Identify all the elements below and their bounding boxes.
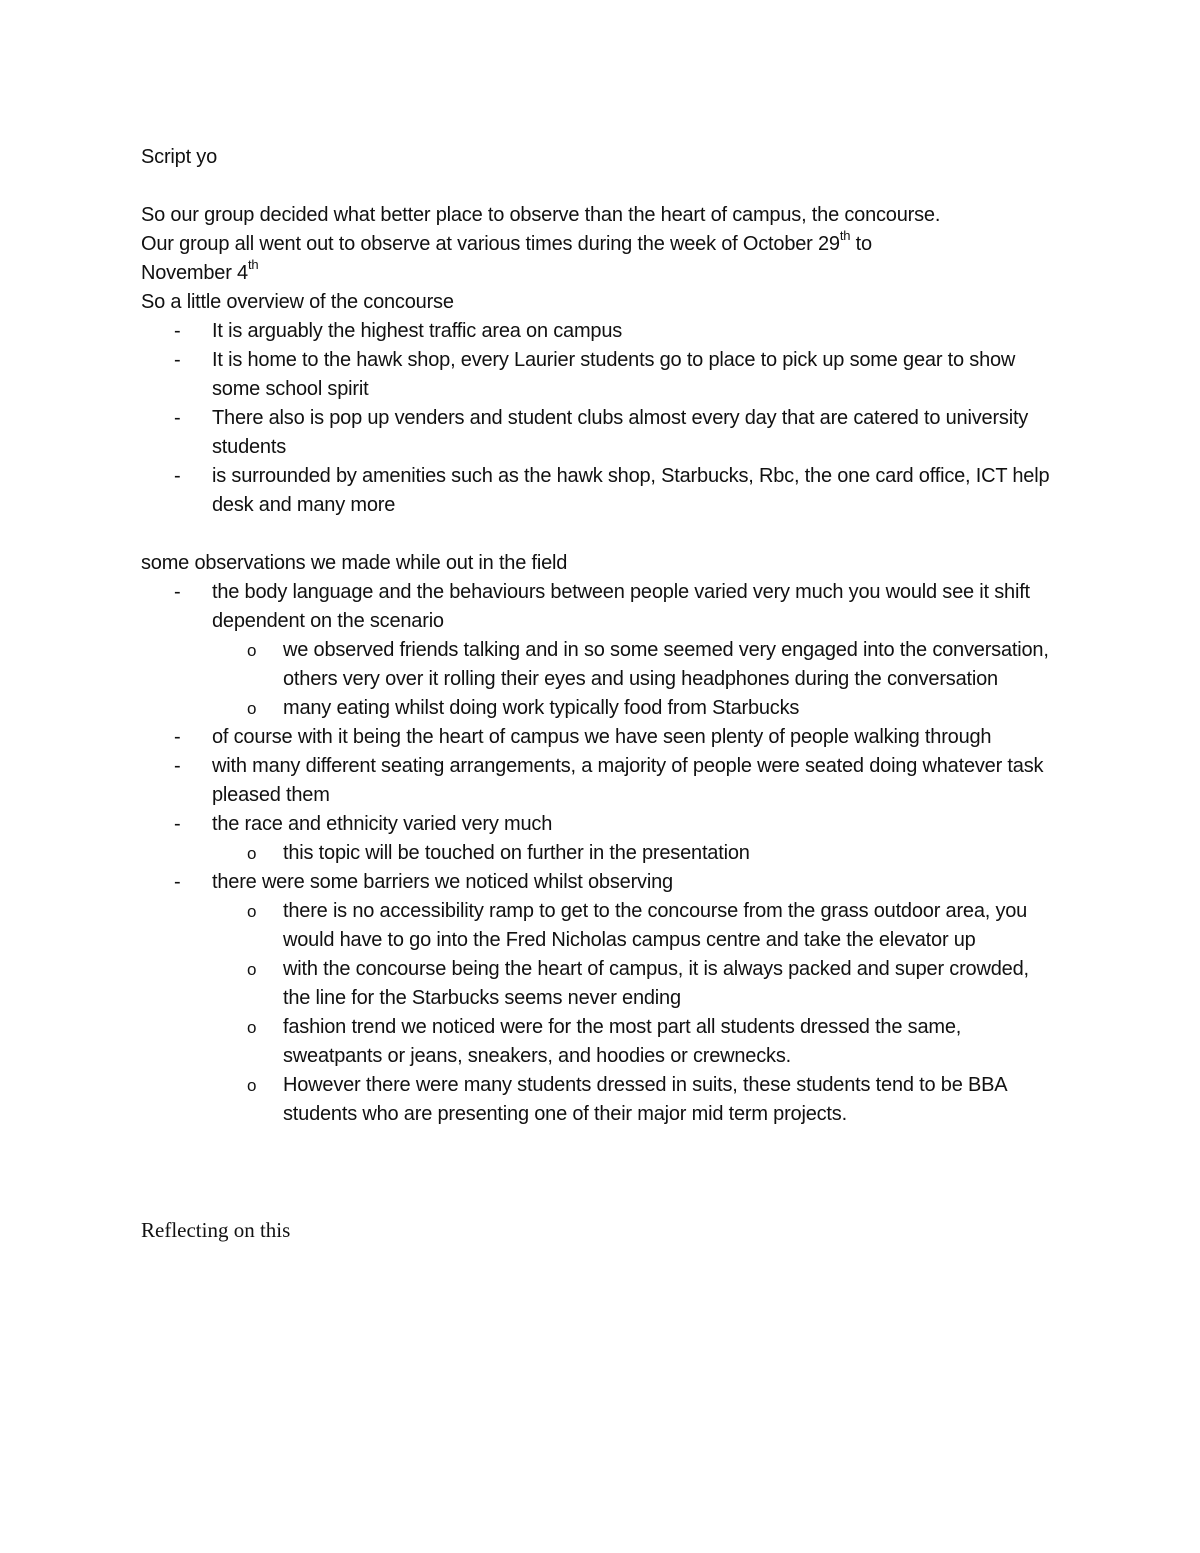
list-item — [141, 723, 1061, 752]
list-item — [141, 346, 1061, 404]
circle-bullet: o — [247, 1076, 257, 1095]
list-item-text: of course with it being the heart of campus we have seen plenty of people walking through — [212, 726, 992, 748]
sub-list-item-text: many eating whilst doing work typically food from Starbucks — [283, 697, 800, 719]
sub-list-item — [212, 636, 1061, 694]
list-item-text: with many different seating arrangements, a majority of people were seated doing whatever task pleased them — [212, 755, 1044, 806]
list-item — [141, 810, 1061, 868]
dash-bullet: - — [174, 581, 181, 603]
list-item-text: It is arguably the highest traffic area on campus — [212, 320, 623, 342]
sub-list-item-text: this topic will be touched on further in the presentation — [283, 842, 750, 864]
sub-list-item — [212, 955, 1061, 1013]
list-item-text: there were some barriers we noticed whilst observing — [212, 871, 673, 893]
observations-heading: some observations we made while out in the field — [141, 552, 568, 574]
dash-bullet: - — [174, 813, 181, 835]
sub-list — [212, 636, 1061, 723]
list-item-text: It is home to the hawk shop, every Laurier students go to place to pick up some gear to show some school spirit — [212, 349, 1016, 400]
intro-line-2 — [141, 230, 1061, 259]
circle-bullet: o — [247, 699, 257, 718]
intro-line-2-end: to — [850, 233, 872, 255]
circle-bullet: o — [247, 844, 257, 863]
dash-bullet: - — [174, 407, 181, 429]
list-item — [141, 317, 1061, 346]
blank-line — [141, 1187, 1061, 1216]
intro-line-2-superscript: th — [839, 228, 851, 244]
intro-line-3-superscript: th — [247, 257, 259, 273]
intro-line-1: So our group decided what better place to observe than the heart of campus, the concourse. — [141, 204, 941, 226]
blank-line — [141, 172, 1061, 201]
circle-bullet: o — [247, 960, 257, 979]
sub-list-item-text: However there were many students dressed in suits, these students tend to be BBA students who are presenting one of their major mid term projects. — [283, 1074, 1007, 1125]
list-item-text: the body language and the behaviours between people varied very much you would see it shift dependent on the scenario — [212, 581, 1030, 632]
intro-line-3-text: November 4 — [141, 262, 248, 284]
circle-bullet: o — [247, 1018, 257, 1037]
sub-list-item-text: fashion trend we noticed were for the most part all students dressed the same, sweatpants or jeans, sneakers, and hoodies or crewnecks. — [283, 1016, 962, 1067]
list-item — [141, 752, 1061, 810]
overview-list — [141, 317, 1061, 520]
sub-list-item — [212, 897, 1061, 955]
dash-bullet: - — [174, 726, 181, 748]
blank-lines — [141, 1129, 1061, 1187]
intro-line-3 — [141, 259, 1061, 288]
intro-line-2-text: Our group all went out to observe at various times during the week of October 29 — [141, 233, 840, 255]
sub-list-item-text: there is no accessibility ramp to get to the concourse from the grass outdoor area, you would have to go into the Fred Nicholas campus centre and take the elevator up — [283, 900, 1028, 951]
dash-bullet: - — [174, 349, 181, 371]
document-title: Script yo — [141, 146, 218, 168]
list-item — [141, 578, 1061, 723]
document-body — [141, 143, 1061, 1245]
sub-list — [212, 839, 1061, 868]
list-item — [141, 868, 1061, 1129]
list-item — [141, 404, 1061, 462]
sub-list-item — [212, 1013, 1061, 1071]
dash-bullet: - — [174, 871, 181, 893]
list-item-text: There also is pop up venders and student clubs almost every day that are catered to university students — [212, 407, 1029, 458]
observations-list — [141, 578, 1061, 1129]
sub-list-item-text: with the concourse being the heart of campus, it is always packed and super crowded, the line for the Starbucks seems never ending — [283, 958, 1029, 1009]
sub-list-item-text: we observed friends talking and in so some seemed very engaged into the conversation, others very over it rolling their eyes and using headphones during the conversation — [283, 639, 1049, 690]
dash-bullet: - — [174, 465, 181, 487]
circle-bullet: o — [247, 902, 257, 921]
dash-bullet: - — [174, 320, 181, 342]
sub-list — [212, 897, 1061, 1129]
dash-bullet: - — [174, 755, 181, 777]
circle-bullet: o — [247, 641, 257, 660]
sub-list-item — [212, 1071, 1061, 1129]
blank-line — [141, 520, 1061, 549]
list-item-text: the race and ethnicity varied very much — [212, 813, 553, 835]
list-item-text: is surrounded by amenities such as the hawk shop, Starbucks, Rbc, the one card office, ICT help desk and many more — [212, 465, 1050, 516]
list-item — [141, 462, 1061, 520]
sub-list-item — [212, 839, 1061, 868]
sub-list-item — [212, 694, 1061, 723]
reflecting-heading: Reflecting on this — [141, 1218, 291, 1242]
overview-heading: So a little overview of the concourse — [141, 291, 454, 313]
